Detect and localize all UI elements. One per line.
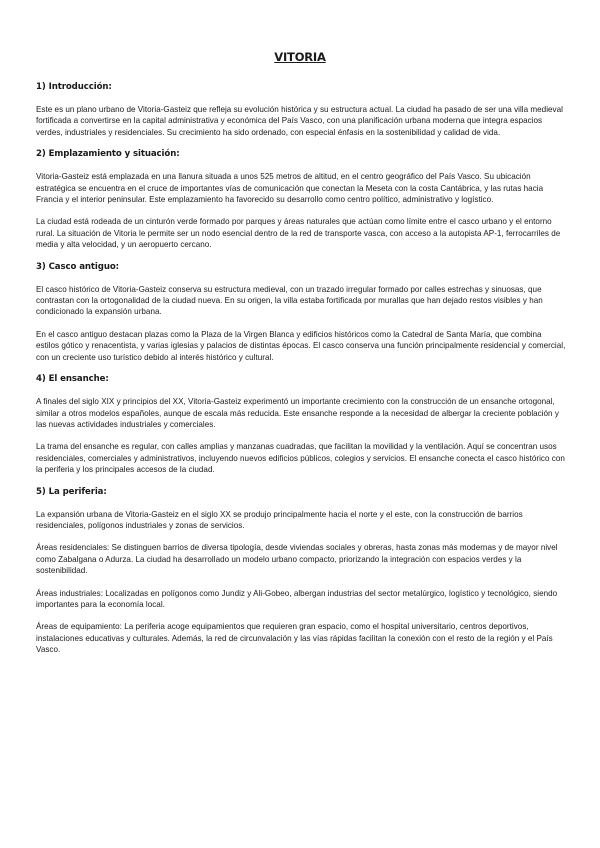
paragraph: La expansión urbana de Vitoria-Gasteiz en el siglo XX se produjo principalmente hacia el norte y el este, con la construcción de barrios residenciales, polígonos industriales y zonas de servicios. (36, 509, 523, 530)
paragraph: Este es un plano urbano de Vitoria-Gasteiz que refleja su evolución histórica y su estructura actual. La ciudad ha pasado de ser una villa medieval fortificada a convertirse en la capital administrativa y económica del País Vasco, con una planificación urbana moderna que integra espacios verdes, industriales y residenciales. Su crecimiento ha sido ordenado, con especial énfasis en la sostenibilidad y calidad de vida. (36, 105, 563, 137)
section-introduccion (36, 82, 566, 138)
section-heading: 1) Introducción: (36, 82, 112, 92)
section-heading: 4) El ensanche: (36, 374, 109, 385)
section-ensanche (36, 374, 566, 475)
paragraph: Áreas industriales: Localizadas en polígonos como Jundiz y Ali-Gobeo, albergan industrias del sector metalúrgico, logístico y tecnológico, siendo importantes para la economía local. (36, 588, 558, 609)
section-periferia (36, 487, 566, 656)
section-heading: 5) La periferia: (36, 486, 107, 497)
paragraph: La trama del ensanche es regular, con calles amplias y manzanas cuadradas, que facilitan la movilidad y la ventilación. Aquí se concentran usos residenciales, comerciales y administrativos, incluyendo nuevos edificios públicos, colegios y servicios. El ensanche conecta el casco histórico con la periferia y los principales accesos de la ciudad. (36, 442, 565, 475)
paragraph: Áreas de equipamiento: La periferia acoge equipamientos que requieren gran espacio, como el hospital universitario, centros deportivos, instalaciones educativas y culturales. Además, la red de circunvalación y las vías rápidas facilitan la conexión con el resto de la región y el País Vasco. (36, 622, 553, 655)
page-title (0, 50, 600, 64)
paragraph: En el casco antiguo destacan plazas como la Plaza de la Virgen Blanca y edificios históricos como la Catedral de Santa María, que combina estilos gótico y renacentista, y varias iglesias y palacios de distintas épocas. El casco conserva una función principalmente residencial y comercial, con un creciente uso turístico debido al interés histórico y cultural. (36, 329, 566, 362)
document-body (36, 82, 566, 667)
page-title-text: VITORIA (274, 50, 326, 64)
section-emplazamiento (36, 149, 566, 250)
section-heading: 3) Casco antiguo: (36, 261, 119, 272)
paragraph: La ciudad está rodeada de un cinturón verde formado por parques y áreas naturales que actúan como límite entre el casco urbano y el entorno rural. La situación de Vitoria le permite ser un nodo esencial dentro de la red de transporte vasca, con acceso a la autopista AP-1, ferrocarriles de media y alta velocidad, y un aeropuerto cercano. (36, 217, 561, 250)
paragraph: Áreas residenciales: Se distinguen barrios de diversa tipología, desde viviendas sociales y obreras, hasta zonas más modernas y de mayor nivel como Zabalgana o Adurza. La ciudad ha desarrollado un modelo urbano compacto, priorizando la integración con espacios verdes y la sostenibilidad. (36, 543, 558, 576)
paragraph: Vitoria-Gasteiz está emplazada en una llanura situada a unos 525 metros de altitud, en el centro geográfico del País Vasco. Su ubicación estratégica se encuentra en el cruce de importantes vías de comunicación que conectan la Meseta con la costa Cantábrica, y las rutas hacia Francia y el interior peninsular. Este emplazamiento ha favorecido su desarrollo como centro político, administrativo y logístico. (36, 172, 544, 205)
section-casco-antiguo (36, 262, 566, 363)
section-heading: 2) Emplazamiento y situación: (36, 149, 180, 160)
paragraph: A finales del siglo XIX y principios del XX, Vitoria-Gasteiz experimentó un importante crecimiento con la construcción de un ensanche ortogonal, similar a otros modelos españoles, aunque de escala más reducida. Este ensanche responde a la necesidad de albergar la creciente población y las nuevas actividades industriales y comerciales. (36, 397, 559, 429)
paragraph: El casco histórico de Vitoria-Gasteiz conserva su estructura medieval, con un trazado irregular formado por calles estrechas y sinuosas, que contrastan con la ortogonalidad de la ciudad nueva. En su origen, la villa estaba fortificada por murallas que han dejado restos visibles y han condicionado la expansión urbana. (36, 284, 543, 317)
